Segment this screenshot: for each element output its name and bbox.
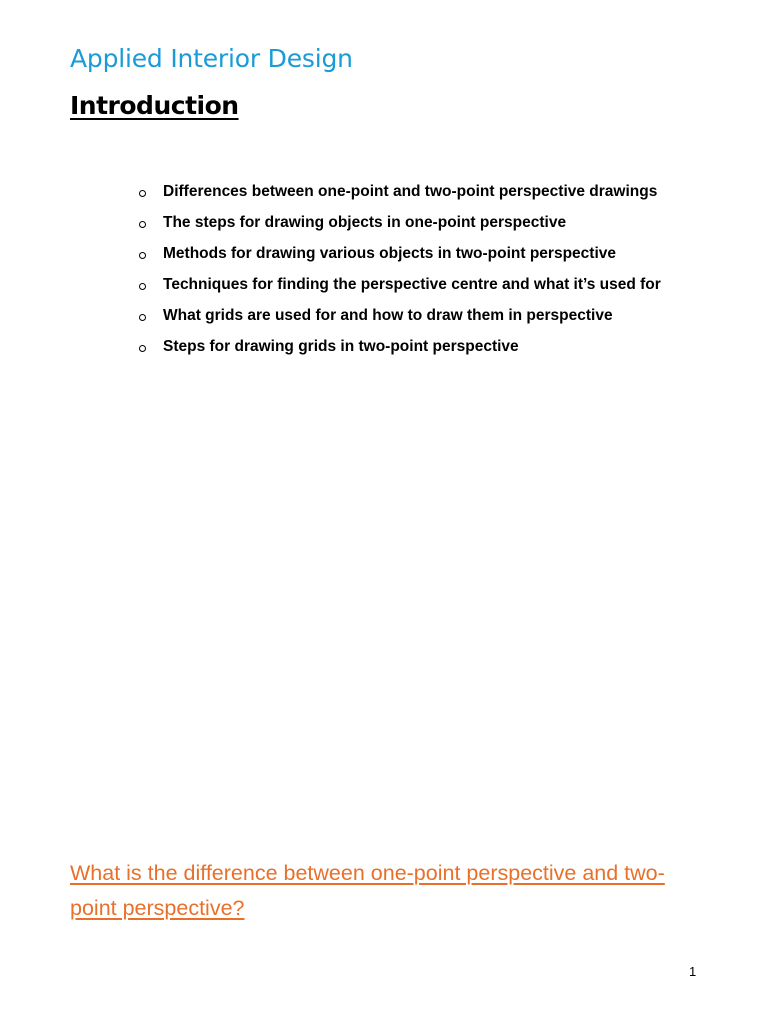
list-item-text: Differences between one-point and two-point perspective drawings — [163, 183, 658, 200]
hollow-circle-bullet-icon — [139, 314, 146, 321]
list-item-text: Methods for drawing various objects in two-point perspective — [163, 245, 616, 262]
list-item — [137, 306, 707, 326]
page-number: 1 — [689, 964, 697, 979]
list-item-text: Techniques for finding the perspective centre and what it’s used for — [163, 276, 661, 293]
list-item — [137, 213, 707, 233]
list-item — [137, 244, 707, 264]
hollow-circle-bullet-icon — [139, 283, 146, 290]
hollow-circle-bullet-icon — [139, 221, 146, 228]
hollow-circle-bullet-icon — [139, 190, 146, 197]
list-item-text: What grids are used for and how to draw them in perspective — [163, 307, 613, 324]
hollow-circle-bullet-icon — [139, 345, 146, 352]
list-item — [137, 182, 707, 202]
list-item-text: The steps for drawing objects in one-point perspective — [163, 214, 567, 231]
question-heading: What is the difference between one-point perspective and two-point perspective? — [70, 861, 665, 920]
section-heading-introduction: Introduction — [70, 91, 239, 120]
introduction-bullet-list — [137, 182, 707, 368]
hollow-circle-bullet-icon — [139, 252, 146, 259]
document-title: Applied Interior Design — [70, 44, 353, 73]
list-item — [137, 275, 707, 295]
list-item — [137, 337, 707, 357]
list-item-text: Steps for drawing grids in two-point perspective — [163, 338, 519, 355]
